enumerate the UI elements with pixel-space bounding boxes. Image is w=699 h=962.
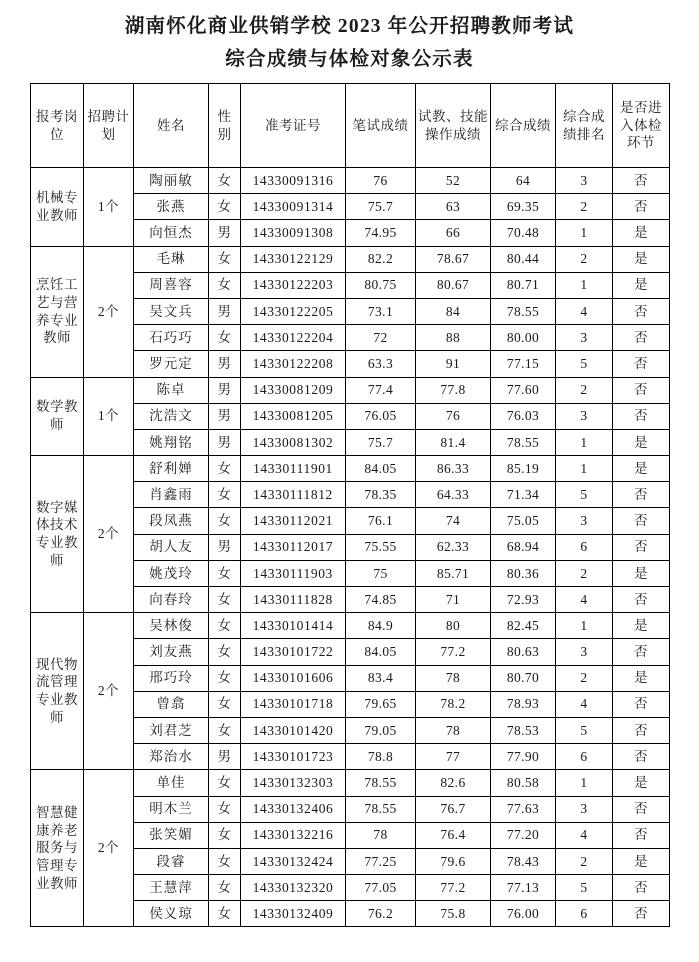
cell-post: 烹饪工艺与营养专业教师 bbox=[31, 246, 84, 377]
cell-exam-no: 14330091308 bbox=[241, 220, 346, 246]
cell-composite-rank: 2 bbox=[556, 246, 613, 272]
cell-post: 数学教师 bbox=[31, 377, 84, 456]
cell-sex: 女 bbox=[209, 665, 241, 691]
cell-medical: 否 bbox=[613, 351, 670, 377]
cell-name: 明木兰 bbox=[134, 796, 209, 822]
cell-skill-score: 86.33 bbox=[416, 456, 491, 482]
cell-written-score: 78.55 bbox=[346, 770, 416, 796]
cell-name: 肖鑫雨 bbox=[134, 482, 209, 508]
cell-medical: 是 bbox=[613, 246, 670, 272]
cell-exam-no: 14330091316 bbox=[241, 168, 346, 194]
cell-medical: 否 bbox=[613, 403, 670, 429]
table-row bbox=[31, 770, 670, 796]
cell-sex: 女 bbox=[209, 560, 241, 586]
cell-medical: 否 bbox=[613, 822, 670, 848]
cell-medical: 否 bbox=[613, 298, 670, 324]
cell-skill-score: 52 bbox=[416, 168, 491, 194]
cell-skill-score: 81.4 bbox=[416, 429, 491, 455]
cell-medical: 否 bbox=[613, 717, 670, 743]
table-header bbox=[31, 84, 670, 168]
cell-composite-score: 80.63 bbox=[491, 639, 556, 665]
cell-exam-no: 14330081302 bbox=[241, 429, 346, 455]
cell-post: 现代物流管理专业教师 bbox=[31, 613, 84, 770]
cell-medical: 否 bbox=[613, 744, 670, 770]
cell-sex: 女 bbox=[209, 194, 241, 220]
column-header-exam-no-label: 准考证号 bbox=[265, 117, 321, 133]
cell-written-score: 73.1 bbox=[346, 298, 416, 324]
cell-name: 舒利婵 bbox=[134, 456, 209, 482]
cell-exam-no: 14330111901 bbox=[241, 456, 346, 482]
table-row bbox=[31, 168, 670, 194]
cell-sex: 女 bbox=[209, 482, 241, 508]
cell-sex: 女 bbox=[209, 246, 241, 272]
cell-exam-no: 14330101414 bbox=[241, 613, 346, 639]
cell-name: 陈卓 bbox=[134, 377, 209, 403]
cell-composite-score: 80.00 bbox=[491, 325, 556, 351]
cell-written-score: 79.65 bbox=[346, 691, 416, 717]
cell-composite-score: 76.00 bbox=[491, 901, 556, 927]
cell-skill-score: 74 bbox=[416, 508, 491, 534]
cell-sex: 女 bbox=[209, 691, 241, 717]
table-body bbox=[31, 168, 670, 927]
cell-composite-rank: 1 bbox=[556, 456, 613, 482]
cell-medical: 否 bbox=[613, 691, 670, 717]
cell-written-score: 83.4 bbox=[346, 665, 416, 691]
cell-composite-rank: 3 bbox=[556, 168, 613, 194]
cell-composite-score: 77.60 bbox=[491, 377, 556, 403]
cell-written-score: 74.95 bbox=[346, 220, 416, 246]
cell-sex: 女 bbox=[209, 901, 241, 927]
cell-skill-score: 77.2 bbox=[416, 875, 491, 901]
column-header-plan-label: 招聘计划 bbox=[87, 108, 130, 142]
cell-medical: 是 bbox=[613, 429, 670, 455]
cell-name: 刘君芝 bbox=[134, 717, 209, 743]
cell-sex: 女 bbox=[209, 613, 241, 639]
cell-exam-no: 14330112021 bbox=[241, 508, 346, 534]
cell-composite-score: 77.13 bbox=[491, 875, 556, 901]
cell-composite-score: 71.34 bbox=[491, 482, 556, 508]
cell-sex: 男 bbox=[209, 377, 241, 403]
document-title-block bbox=[30, 0, 669, 76]
cell-sex: 女 bbox=[209, 875, 241, 901]
column-header-sex bbox=[209, 84, 241, 168]
cell-name: 吴文兵 bbox=[134, 298, 209, 324]
cell-medical: 是 bbox=[613, 770, 670, 796]
cell-composite-score: 78.43 bbox=[491, 848, 556, 874]
cell-name: 郑治水 bbox=[134, 744, 209, 770]
cell-composite-rank: 3 bbox=[556, 796, 613, 822]
cell-sex: 女 bbox=[209, 639, 241, 665]
cell-written-score: 75 bbox=[346, 560, 416, 586]
cell-plan: 2个 bbox=[84, 456, 134, 613]
table-row bbox=[31, 456, 670, 482]
cell-post: 机械专业教师 bbox=[31, 168, 84, 247]
cell-skill-score: 62.33 bbox=[416, 534, 491, 560]
cell-written-score: 82.2 bbox=[346, 246, 416, 272]
cell-name: 姚茂玲 bbox=[134, 560, 209, 586]
table-row bbox=[31, 377, 670, 403]
cell-medical: 否 bbox=[613, 875, 670, 901]
cell-medical: 否 bbox=[613, 639, 670, 665]
cell-sex: 女 bbox=[209, 796, 241, 822]
cell-skill-score: 76.4 bbox=[416, 822, 491, 848]
cell-medical: 否 bbox=[613, 796, 670, 822]
cell-composite-rank: 4 bbox=[556, 822, 613, 848]
cell-medical: 否 bbox=[613, 508, 670, 534]
cell-written-score: 75.7 bbox=[346, 194, 416, 220]
cell-composite-score: 76.03 bbox=[491, 403, 556, 429]
cell-written-score: 84.9 bbox=[346, 613, 416, 639]
column-header-written-score-label: 笔试成绩 bbox=[352, 117, 409, 133]
cell-composite-rank: 1 bbox=[556, 770, 613, 796]
cell-exam-no: 14330101723 bbox=[241, 744, 346, 770]
cell-written-score: 79.05 bbox=[346, 717, 416, 743]
cell-skill-score: 78.67 bbox=[416, 246, 491, 272]
cell-written-score: 76.05 bbox=[346, 403, 416, 429]
cell-skill-score: 78.2 bbox=[416, 691, 491, 717]
cell-exam-no: 14330111903 bbox=[241, 560, 346, 586]
cell-exam-no: 14330111812 bbox=[241, 482, 346, 508]
cell-composite-score: 80.70 bbox=[491, 665, 556, 691]
results-table bbox=[30, 83, 670, 927]
cell-post: 智慧健康养老服务与管理专业教师 bbox=[31, 770, 84, 927]
cell-medical: 否 bbox=[613, 482, 670, 508]
cell-medical: 是 bbox=[613, 456, 670, 482]
table-row bbox=[31, 246, 670, 272]
cell-name: 段睿 bbox=[134, 848, 209, 874]
cell-plan: 2个 bbox=[84, 770, 134, 927]
cell-written-score: 72 bbox=[346, 325, 416, 351]
cell-written-score: 78.35 bbox=[346, 482, 416, 508]
cell-composite-score: 80.36 bbox=[491, 560, 556, 586]
cell-sex: 男 bbox=[209, 429, 241, 455]
column-header-sex-label: 性别 bbox=[217, 108, 232, 142]
cell-sex: 女 bbox=[209, 168, 241, 194]
cell-composite-rank: 3 bbox=[556, 403, 613, 429]
cell-name: 邢巧玲 bbox=[134, 665, 209, 691]
column-header-skill-score bbox=[416, 84, 491, 168]
cell-name: 刘友燕 bbox=[134, 639, 209, 665]
cell-composite-rank: 6 bbox=[556, 534, 613, 560]
cell-exam-no: 14330112017 bbox=[241, 534, 346, 560]
cell-exam-no: 14330101718 bbox=[241, 691, 346, 717]
cell-exam-no: 14330101606 bbox=[241, 665, 346, 691]
cell-written-score: 77.4 bbox=[346, 377, 416, 403]
cell-composite-rank: 2 bbox=[556, 560, 613, 586]
cell-sex: 女 bbox=[209, 717, 241, 743]
cell-composite-score: 75.05 bbox=[491, 508, 556, 534]
cell-composite-rank: 2 bbox=[556, 665, 613, 691]
cell-written-score: 75.55 bbox=[346, 534, 416, 560]
cell-medical: 否 bbox=[613, 168, 670, 194]
cell-composite-rank: 3 bbox=[556, 639, 613, 665]
cell-sex: 女 bbox=[209, 508, 241, 534]
cell-name: 单佳 bbox=[134, 770, 209, 796]
page-title-line-1: 湖南怀化商业供销学校 2023 年公开招聘教师考试 bbox=[124, 16, 575, 37]
cell-sex: 女 bbox=[209, 848, 241, 874]
column-header-exam-no bbox=[241, 84, 346, 168]
cell-written-score: 63.3 bbox=[346, 351, 416, 377]
cell-name: 向恒杰 bbox=[134, 220, 209, 246]
cell-composite-score: 77.90 bbox=[491, 744, 556, 770]
cell-composite-score: 80.58 bbox=[491, 770, 556, 796]
cell-medical: 是 bbox=[613, 560, 670, 586]
cell-name: 陶丽敏 bbox=[134, 168, 209, 194]
cell-composite-score: 80.71 bbox=[491, 272, 556, 298]
cell-composite-score: 78.55 bbox=[491, 298, 556, 324]
cell-composite-score: 77.20 bbox=[491, 822, 556, 848]
column-header-plan bbox=[84, 84, 134, 168]
cell-sex: 男 bbox=[209, 351, 241, 377]
cell-sex: 女 bbox=[209, 272, 241, 298]
cell-exam-no: 14330081209 bbox=[241, 377, 346, 403]
cell-skill-score: 71 bbox=[416, 587, 491, 613]
cell-post: 数字媒体技术专业教师 bbox=[31, 456, 84, 613]
cell-composite-score: 78.55 bbox=[491, 429, 556, 455]
cell-medical: 否 bbox=[613, 377, 670, 403]
cell-composite-rank: 4 bbox=[556, 298, 613, 324]
cell-sex: 男 bbox=[209, 403, 241, 429]
cell-skill-score: 82.6 bbox=[416, 770, 491, 796]
cell-name: 段凤燕 bbox=[134, 508, 209, 534]
cell-composite-score: 80.44 bbox=[491, 246, 556, 272]
cell-composite-rank: 1 bbox=[556, 429, 613, 455]
cell-exam-no: 14330132406 bbox=[241, 796, 346, 822]
cell-written-score: 76.2 bbox=[346, 901, 416, 927]
cell-plan: 1个 bbox=[84, 377, 134, 456]
cell-exam-no: 14330122203 bbox=[241, 272, 346, 298]
cell-name: 向春玲 bbox=[134, 587, 209, 613]
cell-skill-score: 64.33 bbox=[416, 482, 491, 508]
cell-skill-score: 77.2 bbox=[416, 639, 491, 665]
cell-composite-rank: 4 bbox=[556, 587, 613, 613]
column-header-post-label: 报考岗位 bbox=[36, 108, 78, 142]
cell-name: 王慧萍 bbox=[134, 875, 209, 901]
cell-written-score: 78 bbox=[346, 822, 416, 848]
cell-exam-no: 14330132320 bbox=[241, 875, 346, 901]
column-header-medical bbox=[613, 84, 670, 168]
column-header-medical-label: 是否进入体检环节 bbox=[620, 99, 662, 151]
cell-exam-no: 14330101420 bbox=[241, 717, 346, 743]
cell-written-score: 74.85 bbox=[346, 587, 416, 613]
column-header-name-label: 姓名 bbox=[157, 117, 185, 133]
page-title-line-2: 综合成绩与体检对象公示表 bbox=[225, 49, 474, 70]
cell-medical: 否 bbox=[613, 325, 670, 351]
cell-name: 石巧巧 bbox=[134, 325, 209, 351]
cell-medical: 否 bbox=[613, 194, 670, 220]
cell-exam-no: 14330132409 bbox=[241, 901, 346, 927]
cell-composite-rank: 5 bbox=[556, 717, 613, 743]
cell-name: 张燕 bbox=[134, 194, 209, 220]
cell-composite-rank: 6 bbox=[556, 744, 613, 770]
cell-composite-score: 78.93 bbox=[491, 691, 556, 717]
cell-skill-score: 79.6 bbox=[416, 848, 491, 874]
column-header-composite-score-label: 综合成绩 bbox=[495, 117, 551, 133]
cell-skill-score: 91 bbox=[416, 351, 491, 377]
cell-composite-rank: 2 bbox=[556, 377, 613, 403]
cell-exam-no: 14330122208 bbox=[241, 351, 346, 377]
cell-written-score: 76 bbox=[346, 168, 416, 194]
cell-plan: 2个 bbox=[84, 246, 134, 377]
cell-composite-score: 77.15 bbox=[491, 351, 556, 377]
cell-name: 毛琳 bbox=[134, 246, 209, 272]
cell-exam-no: 14330081205 bbox=[241, 403, 346, 429]
cell-medical: 是 bbox=[613, 613, 670, 639]
cell-sex: 男 bbox=[209, 534, 241, 560]
cell-sex: 女 bbox=[209, 587, 241, 613]
cell-sex: 女 bbox=[209, 770, 241, 796]
cell-exam-no: 14330132424 bbox=[241, 848, 346, 874]
column-header-name bbox=[134, 84, 209, 168]
cell-composite-rank: 2 bbox=[556, 848, 613, 874]
cell-skill-score: 76.7 bbox=[416, 796, 491, 822]
cell-skill-score: 80 bbox=[416, 613, 491, 639]
cell-skill-score: 78 bbox=[416, 717, 491, 743]
column-header-composite-rank bbox=[556, 84, 613, 168]
cell-skill-score: 80.67 bbox=[416, 272, 491, 298]
cell-exam-no: 14330122205 bbox=[241, 298, 346, 324]
cell-medical: 是 bbox=[613, 272, 670, 298]
cell-exam-no: 14330132216 bbox=[241, 822, 346, 848]
cell-composite-score: 72.93 bbox=[491, 587, 556, 613]
cell-composite-score: 77.63 bbox=[491, 796, 556, 822]
cell-sex: 男 bbox=[209, 220, 241, 246]
cell-skill-score: 84 bbox=[416, 298, 491, 324]
cell-composite-rank: 1 bbox=[556, 613, 613, 639]
cell-composite-rank: 3 bbox=[556, 508, 613, 534]
cell-written-score: 77.05 bbox=[346, 875, 416, 901]
cell-exam-no: 14330111828 bbox=[241, 587, 346, 613]
cell-exam-no: 14330101722 bbox=[241, 639, 346, 665]
cell-skill-score: 77 bbox=[416, 744, 491, 770]
cell-name: 侯义琼 bbox=[134, 901, 209, 927]
cell-skill-score: 77.8 bbox=[416, 377, 491, 403]
cell-composite-rank: 1 bbox=[556, 220, 613, 246]
cell-medical: 否 bbox=[613, 534, 670, 560]
cell-exam-no: 14330091314 bbox=[241, 194, 346, 220]
cell-medical: 是 bbox=[613, 848, 670, 874]
cell-written-score: 84.05 bbox=[346, 639, 416, 665]
cell-name: 曾翕 bbox=[134, 691, 209, 717]
cell-composite-rank: 5 bbox=[556, 875, 613, 901]
cell-composite-score: 69.35 bbox=[491, 194, 556, 220]
cell-sex: 男 bbox=[209, 744, 241, 770]
cell-plan: 1个 bbox=[84, 168, 134, 247]
cell-name: 沈浩文 bbox=[134, 403, 209, 429]
cell-composite-rank: 5 bbox=[556, 482, 613, 508]
cell-composite-score: 82.45 bbox=[491, 613, 556, 639]
cell-name: 胡人友 bbox=[134, 534, 209, 560]
cell-skill-score: 85.71 bbox=[416, 560, 491, 586]
cell-composite-score: 70.48 bbox=[491, 220, 556, 246]
column-header-composite-rank-label: 综合成绩排名 bbox=[563, 108, 605, 142]
cell-written-score: 78.55 bbox=[346, 796, 416, 822]
cell-skill-score: 78 bbox=[416, 665, 491, 691]
cell-skill-score: 63 bbox=[416, 194, 491, 220]
cell-sex: 女 bbox=[209, 822, 241, 848]
cell-medical: 是 bbox=[613, 220, 670, 246]
table-header-row bbox=[31, 84, 670, 168]
cell-composite-rank: 1 bbox=[556, 272, 613, 298]
column-header-composite-score bbox=[491, 84, 556, 168]
cell-composite-score: 85.19 bbox=[491, 456, 556, 482]
cell-name: 姚翔铭 bbox=[134, 429, 209, 455]
cell-skill-score: 66 bbox=[416, 220, 491, 246]
cell-name: 周喜容 bbox=[134, 272, 209, 298]
cell-exam-no: 14330122129 bbox=[241, 246, 346, 272]
cell-composite-score: 64 bbox=[491, 168, 556, 194]
cell-medical: 否 bbox=[613, 901, 670, 927]
cell-written-score: 80.75 bbox=[346, 272, 416, 298]
cell-sex: 男 bbox=[209, 298, 241, 324]
cell-exam-no: 14330122204 bbox=[241, 325, 346, 351]
cell-written-score: 76.1 bbox=[346, 508, 416, 534]
cell-name: 张笑媚 bbox=[134, 822, 209, 848]
cell-written-score: 84.05 bbox=[346, 456, 416, 482]
cell-name: 罗元定 bbox=[134, 351, 209, 377]
cell-written-score: 78.8 bbox=[346, 744, 416, 770]
cell-composite-rank: 4 bbox=[556, 691, 613, 717]
cell-composite-score: 78.53 bbox=[491, 717, 556, 743]
cell-exam-no: 14330132303 bbox=[241, 770, 346, 796]
cell-medical: 否 bbox=[613, 587, 670, 613]
table-row bbox=[31, 613, 670, 639]
cell-sex: 女 bbox=[209, 325, 241, 351]
cell-composite-rank: 6 bbox=[556, 901, 613, 927]
cell-skill-score: 88 bbox=[416, 325, 491, 351]
column-header-skill-score-label: 试教、技能操作成绩 bbox=[418, 108, 488, 142]
cell-written-score: 77.25 bbox=[346, 848, 416, 874]
cell-name: 吴林俊 bbox=[134, 613, 209, 639]
cell-skill-score: 75.8 bbox=[416, 901, 491, 927]
cell-composite-rank: 2 bbox=[556, 194, 613, 220]
cell-composite-rank: 5 bbox=[556, 351, 613, 377]
column-header-written-score bbox=[346, 84, 416, 168]
cell-composite-rank: 3 bbox=[556, 325, 613, 351]
cell-composite-score: 68.94 bbox=[491, 534, 556, 560]
column-header-post bbox=[31, 84, 84, 168]
cell-sex: 女 bbox=[209, 456, 241, 482]
cell-skill-score: 76 bbox=[416, 403, 491, 429]
cell-plan: 2个 bbox=[84, 613, 134, 770]
cell-medical: 是 bbox=[613, 665, 670, 691]
cell-written-score: 75.7 bbox=[346, 429, 416, 455]
